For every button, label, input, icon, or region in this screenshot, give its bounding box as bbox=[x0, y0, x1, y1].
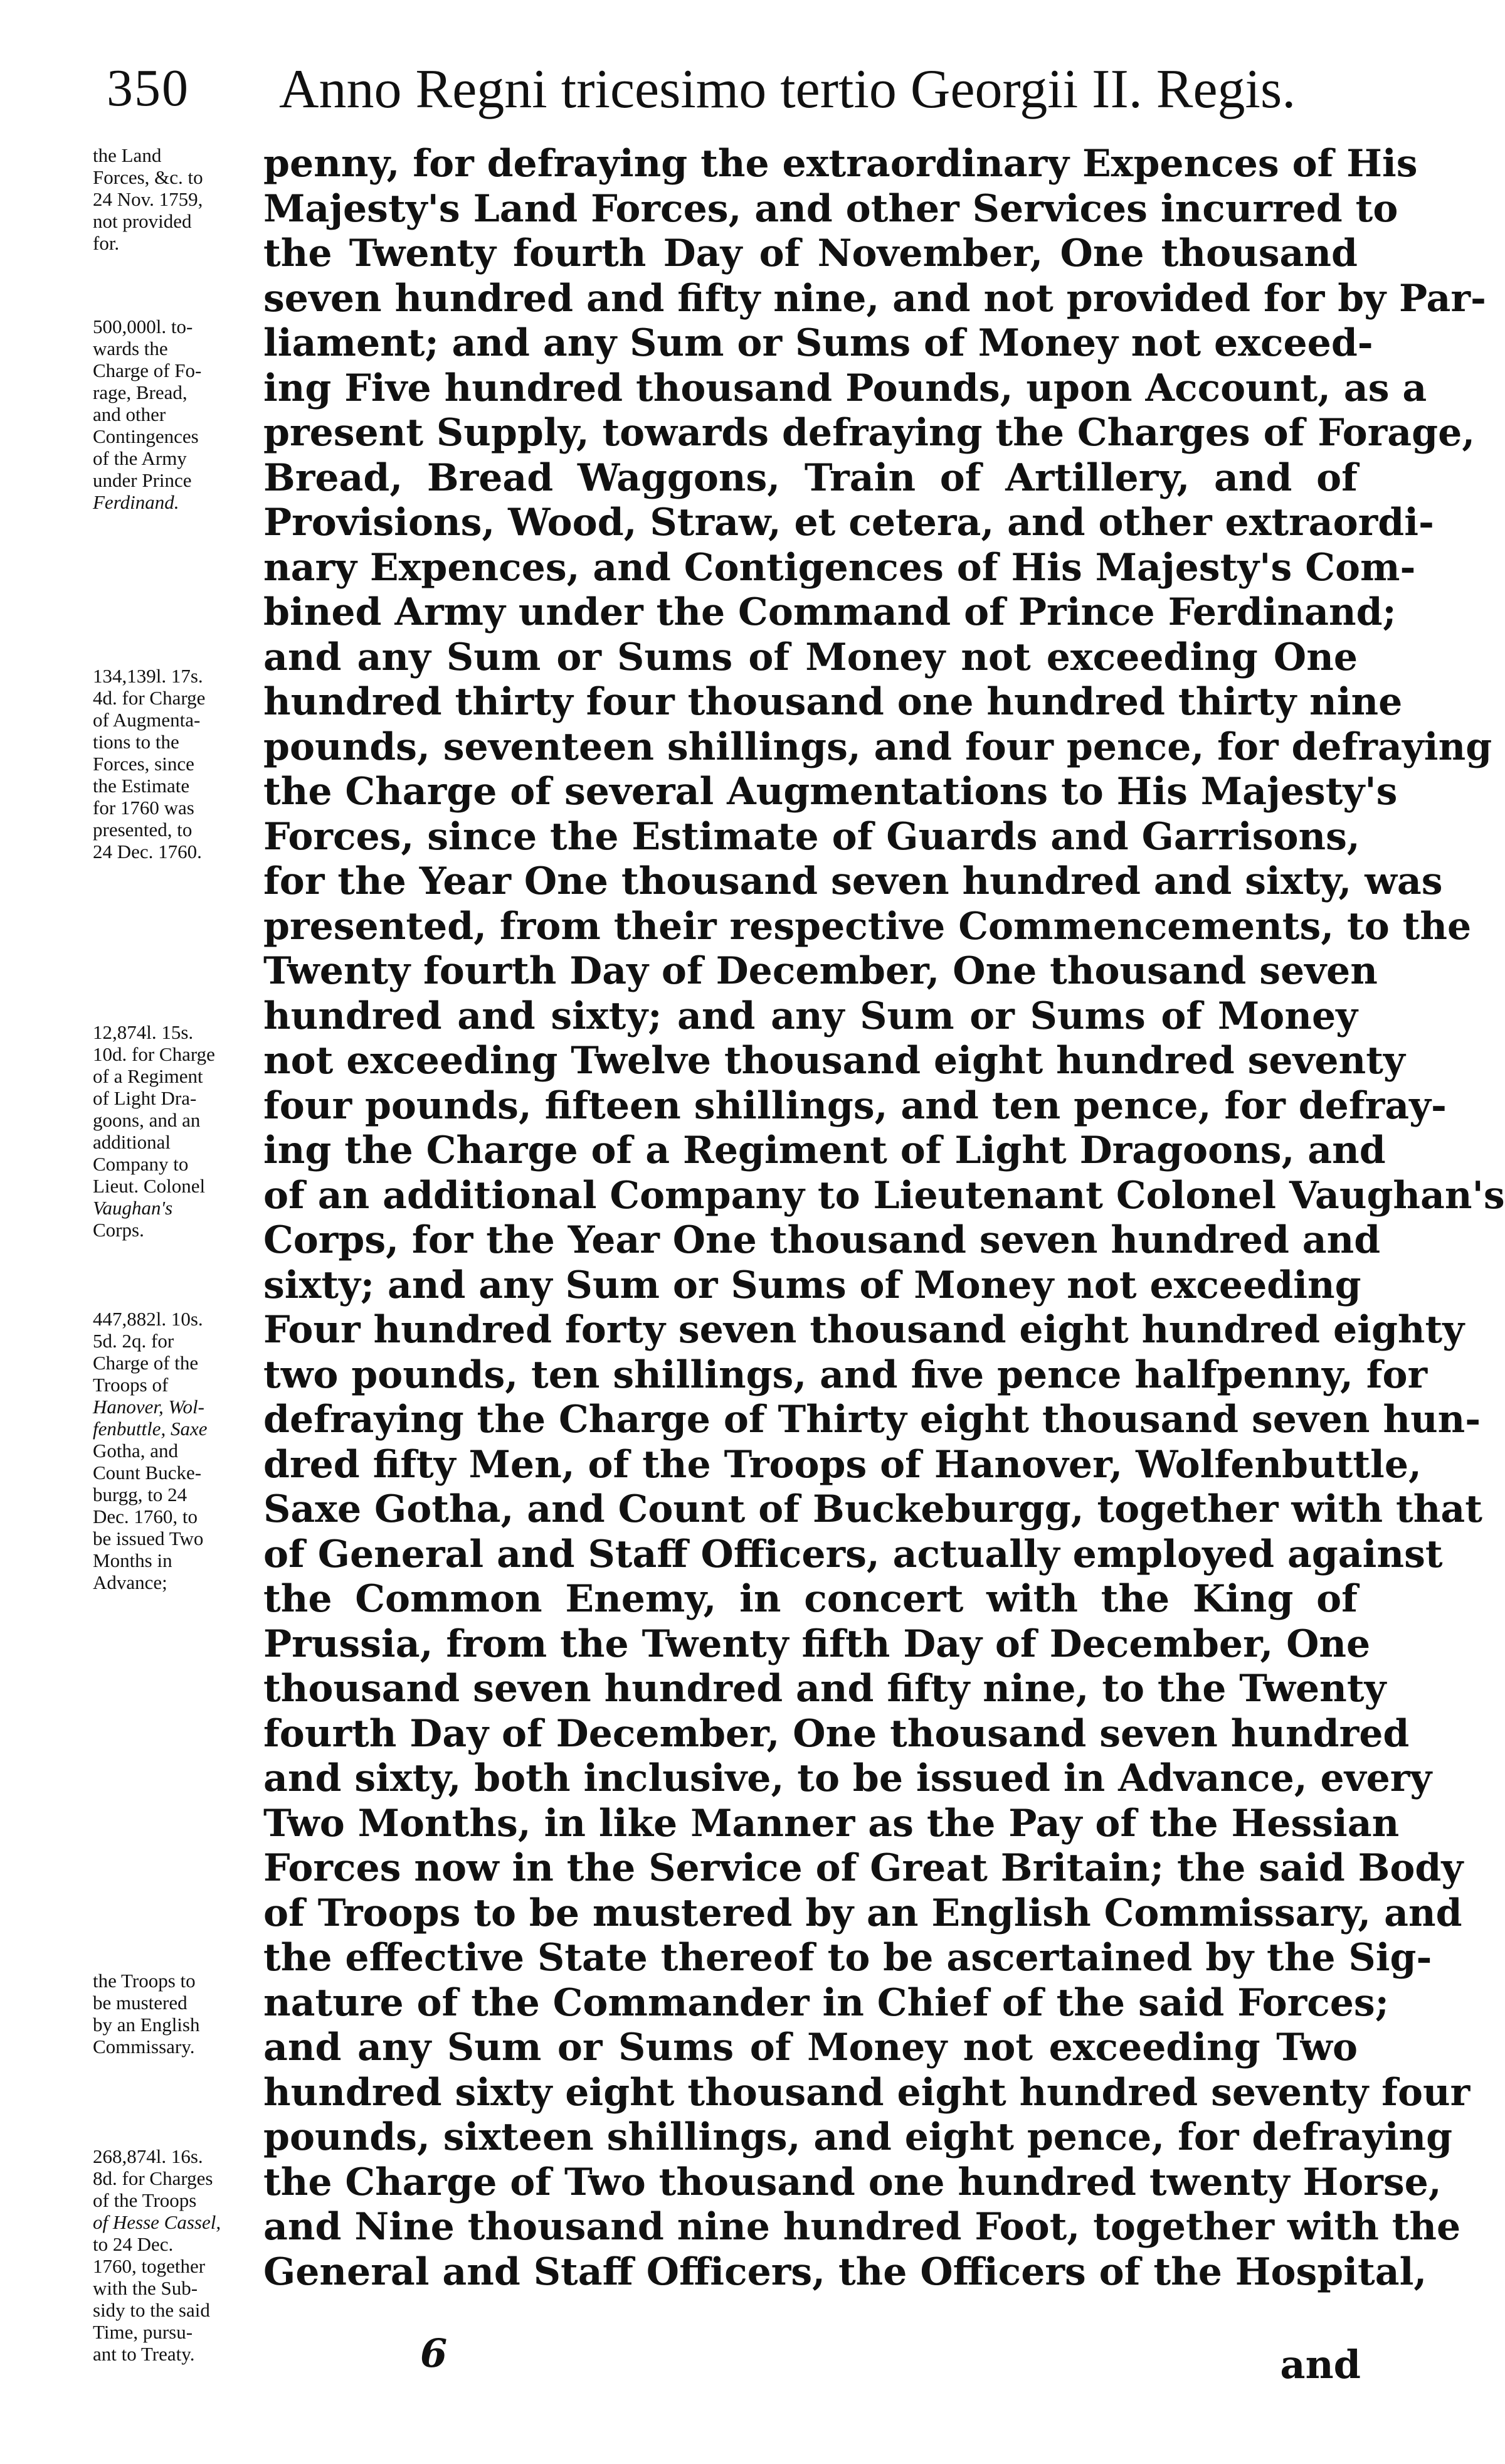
margin-note-line: 134,139l. 17s. bbox=[93, 665, 203, 687]
margin-note-augmentations bbox=[93, 665, 259, 863]
margin-note-line: 8d. for Charges bbox=[93, 2167, 213, 2189]
margin-note-line: not provided bbox=[93, 210, 192, 232]
margin-note-line: 500,000l. to- bbox=[93, 316, 193, 337]
page-number: 350 bbox=[107, 59, 189, 117]
text-line: for the Year One thousand seven hundred and sixty, was bbox=[263, 859, 1443, 903]
text-line: not exceeding Twelve thousand eight hundred seventy bbox=[263, 1039, 1405, 1083]
margin-note-line: Charge of the bbox=[93, 1352, 199, 1374]
margin-note-line: be issued Two bbox=[93, 1527, 204, 1549]
text-line: General and Staff Officers, the Officers of the Hospital, bbox=[263, 2249, 1427, 2294]
text-line: four pounds, fifteen shillings, and ten pence, for defray- bbox=[263, 1083, 1447, 1128]
margin-note-line: Contingences bbox=[93, 425, 199, 447]
text-line: of an additional Company to Lieutenant Colonel Vaughan's bbox=[263, 1173, 1505, 1218]
margin-note-english-commissary bbox=[93, 1970, 259, 2058]
margin-note-line: ant to Treaty. bbox=[93, 2343, 195, 2365]
margin-note-light-dragoons bbox=[93, 1021, 259, 1241]
margin-note-line: 447,882l. 10s. bbox=[93, 1308, 203, 1330]
catchword: and bbox=[1280, 2342, 1361, 2387]
text-line: two pounds, ten shillings, and five pence halfpenny, for bbox=[263, 1352, 1428, 1397]
text-line: the effective State thereof to be ascertained by the Sig- bbox=[263, 1936, 1432, 1980]
text-line: the Twenty fourth Day of November, One thousand bbox=[263, 231, 1358, 275]
margin-note-line: 5d. 2q. for bbox=[93, 1330, 174, 1352]
margin-note-line: fenbuttle, Saxe bbox=[93, 1418, 208, 1440]
margin-note-line: of the Troops bbox=[93, 2189, 197, 2211]
margin-note-line: presented, to bbox=[93, 819, 193, 841]
text-line: dred fifty Men, of the Troops of Hanover, Wolfenbuttle, bbox=[263, 1442, 1422, 1487]
text-line: pounds, seventeen shillings, and four pence, for defraying bbox=[263, 725, 1492, 769]
text-line: Two Months, in like Manner as the Pay of the Hessian bbox=[263, 1801, 1400, 1845]
text-line: and Nine thousand nine hundred Foot, together with the bbox=[263, 2205, 1461, 2249]
running-title: Anno Regni tricesimo tertio Georgii II. Regis. bbox=[279, 59, 1296, 120]
margin-note-line: Corps. bbox=[93, 1219, 144, 1241]
margin-note-line: Gotha, and bbox=[93, 1440, 179, 1462]
margin-note-line: Advance; bbox=[93, 1571, 167, 1593]
text-line: liament; and any Sum or Sums of Money not exceed- bbox=[263, 321, 1373, 365]
margin-note-line: 268,874l. 16s. bbox=[93, 2145, 203, 2167]
text-line: present Supply, towards defraying the Charges of Forage, bbox=[263, 411, 1476, 455]
margin-note-hanover-troops bbox=[93, 1308, 259, 1593]
margin-note-line: of the Army bbox=[93, 447, 187, 469]
margin-note-line: and other bbox=[93, 403, 166, 425]
text-line: Four hundred forty seven thousand eight hundred eighty bbox=[263, 1308, 1465, 1352]
text-line: ing the Charge of a Regiment of Light Dragoons, and bbox=[263, 1128, 1386, 1172]
margin-note-line: under Prince bbox=[93, 469, 192, 491]
margin-note-line: Troops of bbox=[93, 1374, 169, 1396]
margin-note-line: of Hesse Cassel, bbox=[93, 2211, 221, 2233]
margin-note-line: of a Regiment bbox=[93, 1065, 203, 1087]
margin-note-line: Forces, since bbox=[93, 753, 194, 775]
text-line: presented, from their respective Commencements, to the bbox=[263, 904, 1472, 948]
margin-note-line: be mustered bbox=[93, 1992, 187, 2014]
text-line: Forces, since the Estimate of Guards and Garrisons, bbox=[263, 814, 1360, 859]
text-line: Corps, for the Year One thousand seven hundred and bbox=[263, 1218, 1381, 1262]
margin-note-line: Company to bbox=[93, 1153, 189, 1175]
text-line: thousand seven hundred and fifty nine, to the Twenty bbox=[263, 1667, 1386, 1711]
margin-note-land-forces bbox=[93, 144, 259, 254]
text-line: and sixty, both inclusive, to be issued in Advance, every bbox=[263, 1756, 1432, 1800]
text-line: bined Army under the Command of Prince Ferdinand; bbox=[263, 590, 1397, 634]
body-text bbox=[263, 142, 1505, 2295]
text-line: pounds, sixteen shillings, and eight pence, for defraying bbox=[263, 2115, 1453, 2159]
margin-note-line: Months in bbox=[93, 1549, 172, 1571]
margin-note-line: Forces, &c. to bbox=[93, 166, 203, 188]
margin-note-line: Ferdinand. bbox=[93, 491, 179, 513]
text-line: the Charge of several Augmentations to His Majesty's bbox=[263, 770, 1398, 814]
text-line: hundred thirty four thousand one hundred thirty nine bbox=[263, 680, 1403, 724]
text-line: nary Expences, and Contigences of His Majesty's Com- bbox=[263, 545, 1416, 590]
margin-note-line: the Estimate bbox=[93, 775, 190, 797]
text-line: sixty; and any Sum or Sums of Money not exceeding bbox=[263, 1263, 1361, 1307]
margin-note-line: Dec. 1760, to bbox=[93, 1505, 198, 1527]
margin-note-line: Lieut. Colonel bbox=[93, 1175, 206, 1197]
text-line: the Charge of Two thousand one hundred twenty Horse, bbox=[263, 2160, 1442, 2204]
margin-note-line: Hanover, Wol- bbox=[93, 1396, 204, 1418]
margin-note-line: additional bbox=[93, 1131, 171, 1153]
signature-mark: 6 bbox=[420, 2330, 448, 2376]
margin-note-line: to 24 Dec. bbox=[93, 2233, 174, 2255]
margin-note-line: 1760, together bbox=[93, 2255, 206, 2277]
page-footer bbox=[94, 2330, 1367, 2399]
text-line: Provisions, Wood, Straw, et cetera, and other extraordi- bbox=[263, 501, 1434, 544]
text-line: ing Five hundred thousand Pounds, upon Account, as a bbox=[263, 366, 1427, 410]
margin-note-line: the Troops to bbox=[93, 1970, 196, 1992]
margin-note-line: burgg, to 24 bbox=[93, 1484, 187, 1505]
text-line: hundred and sixty; and any Sum or Sums of Money bbox=[263, 994, 1358, 1038]
margin-note-line: 4d. for Charge bbox=[93, 687, 206, 709]
margin-note-line: for 1760 was bbox=[93, 797, 194, 819]
text-line: of Troops to be mustered by an English Commissary, and bbox=[263, 1891, 1462, 1935]
text-line: fourth Day of December, One thousand seven hundred bbox=[263, 1711, 1410, 1756]
text-line: nature of the Commander in Chief of the said Forces; bbox=[263, 1980, 1389, 2025]
margin-note-line: by an English bbox=[93, 2014, 200, 2036]
margin-note-line: 24 Nov. 1759, bbox=[93, 188, 203, 210]
text-line: penny, for defraying the extraordinary Expences of His bbox=[263, 142, 1418, 186]
margin-note-forage-bread bbox=[93, 316, 259, 513]
margin-note-line: tions to the bbox=[93, 731, 179, 753]
text-line: Forces now in the Service of Great Britain; the said Body bbox=[263, 1846, 1464, 1890]
margin-note-line: goons, and an bbox=[93, 1109, 201, 1131]
margin-note-line: of Augmenta- bbox=[93, 709, 201, 731]
text-line: and any Sum or Sums of Money not exceeding Two bbox=[263, 2026, 1358, 2069]
text-line: Prussia, from the Twenty fifth Day of December, One bbox=[263, 1622, 1371, 1666]
margin-note-line: Vaughan's bbox=[93, 1197, 173, 1219]
text-line: and any Sum or Sums of Money not exceeding One bbox=[263, 635, 1358, 679]
text-line: Twenty fourth Day of December, One thousand seven bbox=[263, 949, 1378, 993]
margin-note-line: wards the bbox=[93, 337, 168, 359]
margin-note-line: Count Bucke- bbox=[93, 1462, 202, 1484]
margin-note-line: sidy to the said bbox=[93, 2299, 210, 2321]
margin-note-line: Time, pursu- bbox=[93, 2321, 193, 2343]
margin-note-line: of Light Dra- bbox=[93, 1087, 197, 1109]
margin-note-line: Commissary. bbox=[93, 2036, 195, 2058]
margin-note-line: 12,874l. 15s. bbox=[93, 1021, 194, 1043]
margin-note-line: with the Sub- bbox=[93, 2277, 198, 2299]
text-line: Majesty's Land Forces, and other Services incurred to bbox=[263, 186, 1398, 231]
text-line: Saxe Gotha, and Count of Buckeburgg, together with that bbox=[263, 1487, 1482, 1531]
margin-note-line: for. bbox=[93, 232, 120, 254]
margin-note-line: 10d. for Charge bbox=[93, 1043, 215, 1065]
margin-note-line: Charge of Fo- bbox=[93, 359, 202, 381]
text-line: seven hundred and fifty nine, and not provided for by Par- bbox=[263, 276, 1486, 321]
text-line: defraying the Charge of Thirty eight thousand seven hun- bbox=[263, 1398, 1481, 1442]
text-line: of General and Staff Officers, actually employed against bbox=[263, 1532, 1443, 1576]
page-header bbox=[94, 58, 1367, 133]
text-line: hundred sixty eight thousand eight hundred seventy four bbox=[263, 2070, 1471, 2115]
margin-note-line: 24 Dec. 1760. bbox=[93, 841, 202, 863]
text-line: Bread, Bread Waggons, Train of Artillery, and of bbox=[263, 455, 1358, 500]
text-line: the Common Enemy, in concert with the King of bbox=[263, 1577, 1358, 1621]
margin-note-line: rage, Bread, bbox=[93, 381, 187, 403]
margin-note-line: the Land bbox=[93, 144, 162, 166]
